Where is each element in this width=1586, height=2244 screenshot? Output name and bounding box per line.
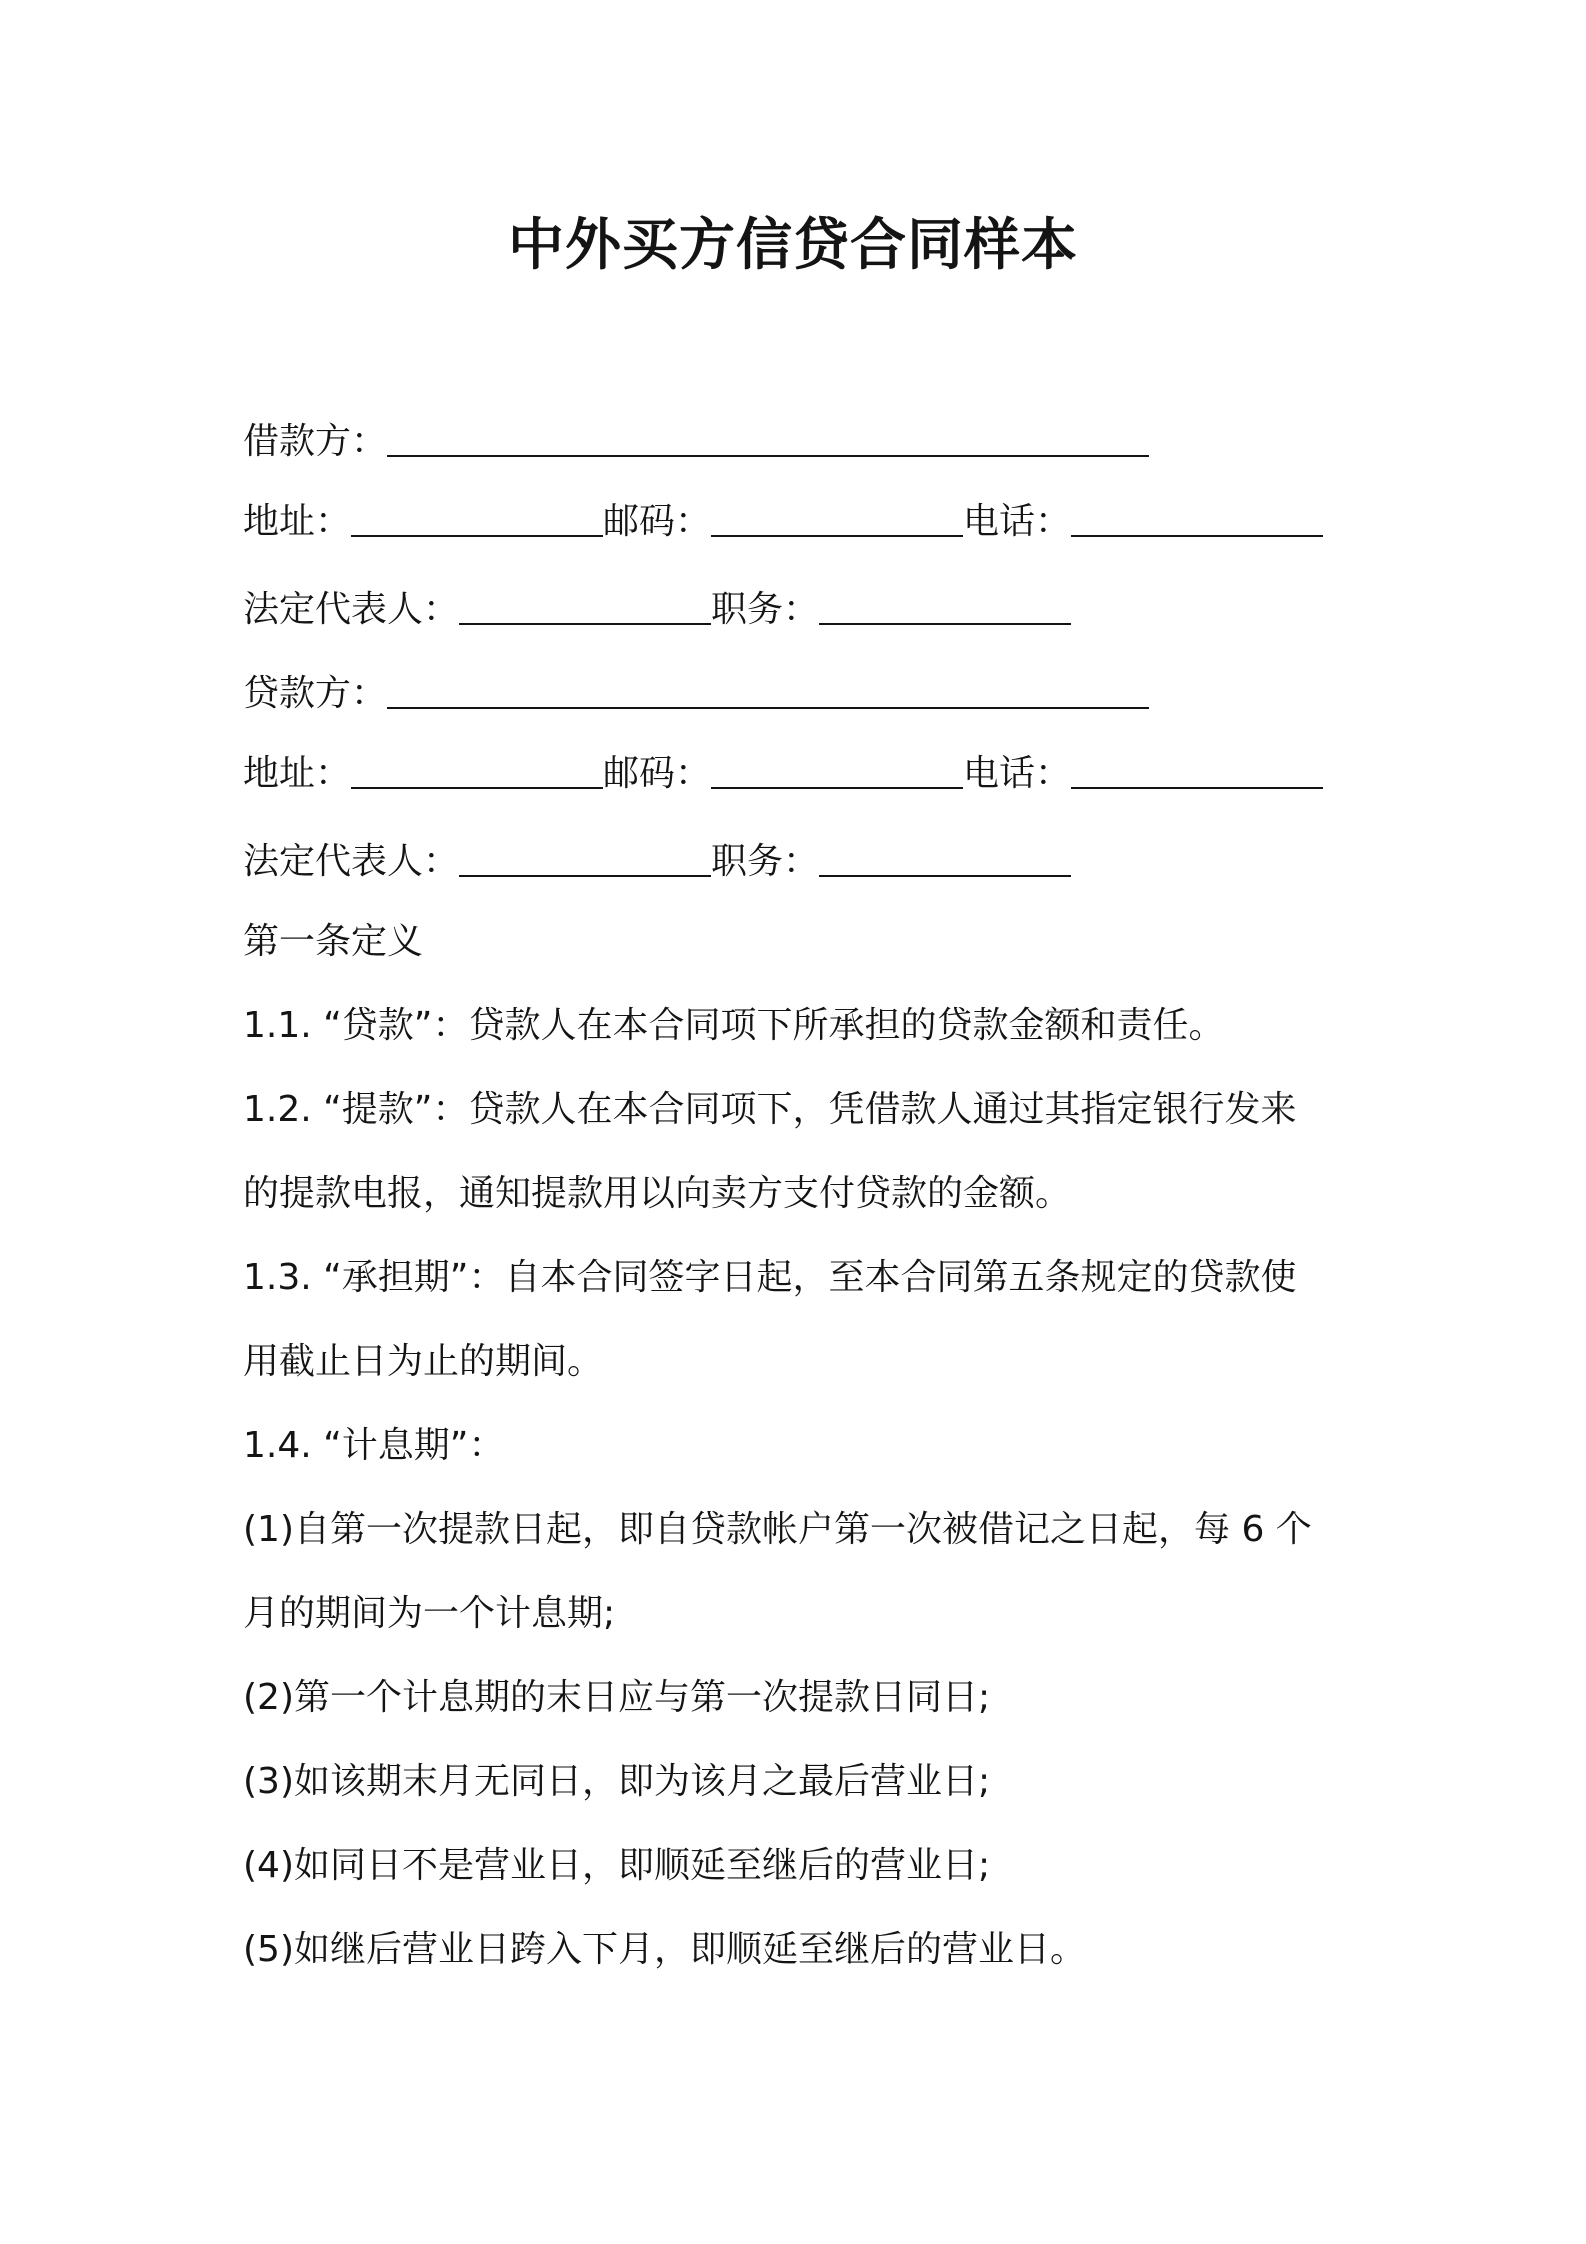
paragraph-line: 用截止日为止的期间。 — [243, 1341, 604, 1382]
borrower-phone-blank — [1071, 501, 1323, 537]
paragraph-line: 1.4. “计息期”： — [243, 1425, 505, 1466]
borrower-contact-row — [243, 498, 1353, 546]
lender-address-label: 地址： — [243, 753, 352, 794]
borrower-position-label: 职务： — [711, 589, 820, 630]
paragraph-line: 的提款电报，通知提款用以向卖方支付贷款的金额。 — [243, 1173, 1072, 1214]
lender-postcode-label: 邮码： — [603, 753, 712, 794]
borrower-postcode-blank — [711, 501, 963, 537]
lender-party-row — [243, 670, 1353, 718]
paragraph-line: (4)如同日不是营业日，即顺延至继后的营业日; — [243, 1845, 991, 1886]
paragraph-line: (3)如该期末月无同日，即为该月之最后营业日; — [243, 1761, 991, 1802]
borrower-postcode-label: 邮码： — [603, 501, 712, 542]
borrower-phone-label: 电话： — [963, 501, 1072, 542]
paragraph-line: 1.1. “贷款”：贷款人在本合同项下所承担的贷款金额和责任。 — [243, 1005, 1225, 1046]
borrower-address-label: 地址： — [243, 501, 352, 542]
lender-phone-label: 电话： — [963, 753, 1072, 794]
borrower-party-label: 借款方： — [243, 421, 388, 462]
borrower-address-blank — [351, 501, 603, 537]
paragraph-line: (5)如继后营业日跨入下月，即顺延至继后的营业日。 — [243, 1929, 1086, 1970]
lender-postcode-blank — [711, 753, 963, 789]
lender-address-blank — [351, 753, 603, 789]
paragraph-line: (1)自第一次提款日起，即自贷款帐户第一次被借记之日起，每 6 个 — [243, 1509, 1312, 1550]
paragraph-line: (2)第一个计息期的末日应与第一次提款日同日; — [243, 1677, 991, 1718]
paragraph-line: 1.2. “提款”：贷款人在本合同项下，凭借款人通过其指定银行发来 — [243, 1089, 1297, 1130]
lender-party-blank — [387, 673, 1149, 709]
borrower-position-blank — [819, 589, 1071, 625]
borrower-party-row — [243, 418, 1353, 466]
paragraph-line: 1.3. “承担期”：自本合同签字日起，至本合同第五条规定的贷款使 — [243, 1257, 1297, 1298]
borrower-party-blank — [387, 421, 1149, 457]
lender-contact-row — [243, 750, 1353, 798]
borrower-rep-blank — [459, 589, 711, 625]
lender-phone-blank — [1071, 753, 1323, 789]
lender-position-label: 职务： — [711, 841, 820, 882]
borrower-rep-label: 法定代表人： — [243, 589, 460, 630]
document-title: 中外买方信贷合同样本 — [508, 213, 1078, 278]
borrower-rep-row — [243, 586, 1353, 634]
lender-rep-label: 法定代表人： — [243, 841, 460, 882]
lender-party-label: 贷款方： — [243, 673, 388, 714]
article-heading: 第一条定义 — [243, 921, 424, 962]
paragraph-line: 月的期间为一个计息期; — [243, 1593, 616, 1634]
lender-rep-blank — [459, 841, 711, 877]
lender-rep-row — [243, 838, 1353, 886]
lender-position-blank — [819, 841, 1071, 877]
